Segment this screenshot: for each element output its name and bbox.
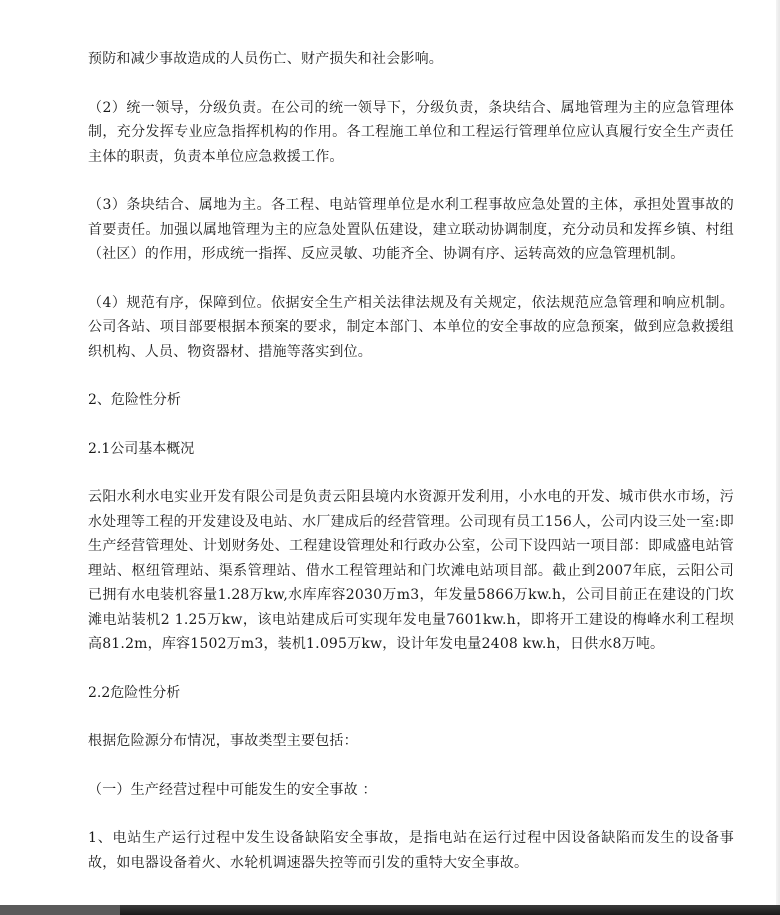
paragraph-gap bbox=[88, 657, 734, 681]
paragraph-subsection-one: （一）生产经营过程中可能发生的安全事故 ： bbox=[88, 781, 377, 798]
paragraph-intro-tail: 预防和减少事故造成的人员伤亡、财产损失和社会影响。 bbox=[88, 51, 443, 67]
paragraph-gap bbox=[88, 461, 734, 485]
paragraph-gap bbox=[88, 72, 734, 96]
section-heading-company-overview: 2.1公司基本概况 bbox=[88, 440, 195, 457]
paragraph-principle-4: （4）规范有序，保障到位。依据安全生产相关法律法规及有关规定，依法规范应急管理和响应机制。公司各站、项目部要根据本预案的要求，制定本部门、本单位的安全事故的应急预案，做到应急救援组织机构、人员、物资器材、措施等落实到位。 bbox=[88, 294, 734, 360]
paragraph-gap bbox=[88, 413, 734, 437]
section-heading-risk-analysis: 2、危险性分析 bbox=[88, 392, 181, 408]
paragraph-company-overview: 云阳水利水电实业开发有限公司是负责云阳县境内水资源开发利用，小水电的开发、城市供水市场，污水处理等工程的开发建设及电站、水厂建成后的经营管理。公司现有员工156人，公司内设三处一室:即生产经营管理处、计划财务处、工程建设管理处和行政办公室，公司下设四站一项目部：即咸盛电站管理站、枢纽管理站、渠系管理站、借水工程管理站和门坎滩电站项目部。截止到2007年底，云阳公司已拥有水电装机容量1.28万kw,水库库容2030万m3，年发量5866万kw.h，公司目前正在建设的门坎滩电站装机2 1.25万kw，该电站建成后可实现年发电量7601kw.h，即将开工建设的梅峰水利工程坝高81.2m，库容1502万m3，装机1.095万kw，设计年发电量2408 kw.h，日供水8万吨。 bbox=[88, 489, 734, 652]
document-body bbox=[88, 47, 734, 875]
paragraph-principle-3: （3）条块结合、属地为主。各工程、电站管理单位是水利工程事故应急处置的主体，承担处置事故的首要责任。加强以属地管理为主的应急处置队伍建设，建立联动协调制度，充分动员和发挥乡镇、村组（社区）的作用，形成统一指挥、反应灵敏、功能齐全、协调有序、运转高效的应急管理机制。 bbox=[88, 197, 734, 262]
paragraph-gap bbox=[88, 169, 734, 193]
page-right-edge bbox=[776, 0, 780, 905]
viewer-bottom-bar bbox=[0, 905, 780, 915]
paragraph-gap bbox=[88, 754, 734, 778]
paragraph-gap bbox=[88, 705, 734, 729]
section-heading-hazard-analysis: 2.2危险性分析 bbox=[88, 684, 181, 701]
paragraph-principle-2: （2）统一领导，分级负责。在公司的统一领导下，分级负责，条块结合、属地管理为主的应急管理体制，充分发挥专业应急指挥机构的作用。各工程施工单位和工程运行管理单位应认真履行安全生产责任主体的职责，负责本单位应急救援工作。 bbox=[88, 99, 734, 165]
paragraph-item-1: 1、电站生产运行过程中发生设备缺陷安全事故，是指电站在运行过程中因设备缺陷而发生的设备事故，如电器设备着火、水轮机调速器失控等而引发的重特大安全事故。 bbox=[88, 830, 734, 871]
paragraph-gap bbox=[88, 267, 734, 291]
paragraph-gap bbox=[88, 802, 734, 826]
paragraph-gap bbox=[88, 364, 734, 388]
paragraph-accident-types-intro: 根据危险源分布情况，事故类型主要包括： bbox=[88, 733, 358, 749]
